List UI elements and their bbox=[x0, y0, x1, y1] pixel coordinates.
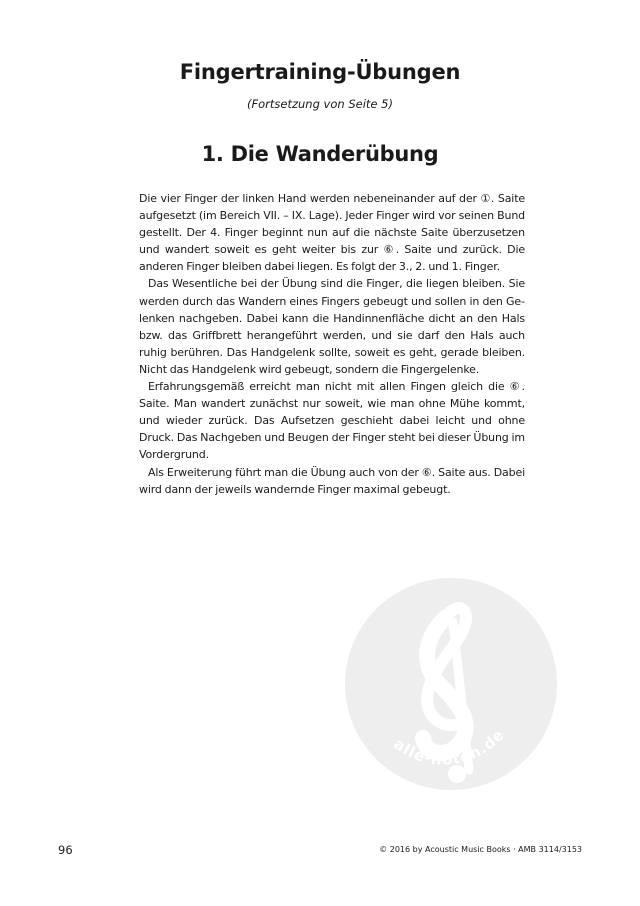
paragraph-1: Die vier Finger der linken Hand werden nebeneinander auf der ①. Saite aufgesetzt (im Bereich VII. – IX. Lage). Jeder Finger wird vor seinen Bund gestellt. Der 4. Finger beginnt nun auf die nächste Saite überzusetzen und wandert soweit es geht weiter bis zur ⑥. Saite und zurück. Die anderen Finger bleiben dabei liegen. Es folgt der 3., 2. und 1. Finger. bbox=[139, 192, 525, 274]
body-text bbox=[139, 190, 525, 498]
section-heading: 1. Die Wanderübung bbox=[201, 142, 439, 166]
watermark-logo bbox=[345, 578, 557, 790]
page-subtitle: (Fortsetzung von Seite 5) bbox=[247, 97, 393, 111]
paragraph-3: Erfahrungsgemäß erreicht man nicht mit allen Fingen gleich die ⑥. Saite. Man wandert zunächst nur soweit, wie man ohne Mühe kommt, und wieder zurück. Das Aufsetzen geschieht dabei leicht und ohne Druck. Das Nachgeben und Beugen der Finger steht bei dieser Übung im Vordergrund. bbox=[139, 380, 525, 462]
copyright-notice: © 2016 by Acoustic Music Books · AMB 3114/3153 bbox=[379, 845, 582, 854]
paragraph-2: Das Wesentliche bei der Übung sind die Finger, die liegen bleiben. Sie werden durch das Wandern eines Fingers gebeugt und sollen in den Gelenken nachgeben. Dabei kann die Handinnenfläche dicht an den Hals bzw. das Griffbrett herangeführt werden, und sie darf den Hals auch ruhig berühren. Das Handgelenk sollte, soweit es geht, gerade bleiben. Nicht das Handgelenk wird gebeugt, sondern die Fingergelenke. bbox=[139, 277, 525, 376]
page-title: Fingertraining-Übungen bbox=[179, 60, 461, 84]
page-number: 96 bbox=[58, 843, 73, 857]
paragraph-4: Als Erweiterung führt man die Übung auch von der ⑥. Saite aus. Dabei wird dann der jeweils wandernde Finger maximal gebeugt. bbox=[139, 465, 525, 496]
watermark-text: alle-noten.de bbox=[390, 725, 509, 769]
